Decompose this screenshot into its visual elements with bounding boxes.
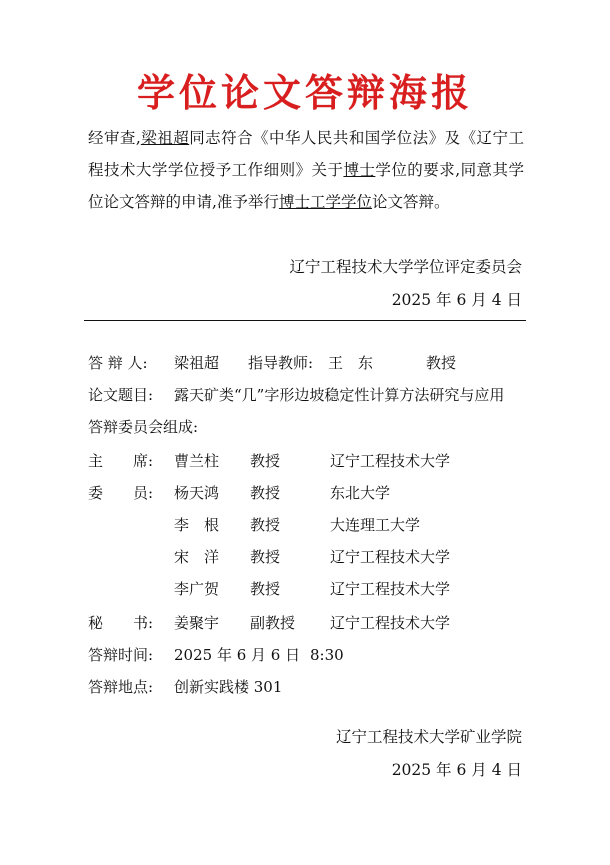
member-title: 教授: [250, 452, 281, 470]
committee-header: 答辩委员会组成:: [88, 418, 199, 436]
member-org: 辽宁工程技术大学: [330, 614, 451, 632]
issue-date-top: 2025 年 6 月 4 日: [391, 291, 522, 309]
member-title: 教授: [250, 484, 281, 502]
member-org: 东北大学: [330, 484, 391, 502]
member-org: 辽宁工程技术大学: [330, 452, 451, 470]
degree-underlined: 博士: [343, 161, 376, 179]
candidate-label: 答 辩 人:: [88, 354, 148, 372]
member-name: 姜聚宇: [174, 614, 220, 632]
member-name: 宋 洋: [174, 548, 220, 566]
defense-place-label: 答辩地点:: [88, 678, 154, 696]
advisor-title: 教授: [426, 354, 457, 372]
school-signature: 辽宁工程技术大学矿业学院: [335, 728, 522, 746]
member-name: 李 根: [174, 516, 220, 534]
degree-full-underlined: 博士工学学位: [278, 193, 372, 211]
defense-clock-time: 8:30: [310, 646, 344, 664]
member-title: 教授: [250, 516, 281, 534]
candidate-name-underlined: 梁祖超: [140, 129, 190, 147]
member-org: 大连理工大学: [330, 516, 421, 534]
advisor-label: 指导教师:: [248, 354, 314, 372]
candidate-name: 梁祖超: [174, 354, 220, 372]
intro-text-3: 学位的要求,同意其学位论文答辩的申请,准予举行: [88, 161, 524, 211]
issue-date-bottom: 2025 年 6 月 4 日: [391, 761, 522, 779]
defense-place: 创新实践楼 301: [174, 678, 283, 696]
divider-line: [84, 320, 526, 321]
member-role: 主 席:: [88, 452, 154, 470]
thesis-label: 论文题目:: [88, 386, 154, 404]
committee-signature: 辽宁工程技术大学学位评定委员会: [289, 258, 522, 276]
member-name: 杨天鸿: [174, 484, 220, 502]
member-name: 曹兰柱: [174, 452, 220, 470]
thesis-title: 露天矿类“几”字形边坡稳定性计算方法研究与应用: [174, 386, 505, 404]
member-title: 教授: [250, 548, 281, 566]
intro-text-4: 论文答辩。: [371, 193, 450, 211]
defense-time-label: 答辩时间:: [88, 646, 154, 664]
advisor-name: 王 东: [328, 354, 374, 372]
poster-title: 学位论文答辩海报: [136, 70, 473, 115]
member-name: 李广贺: [174, 580, 220, 598]
intro-paragraph: [88, 122, 524, 218]
intro-text-1: 经审查,: [88, 129, 141, 147]
member-role: 委 员:: [88, 484, 154, 502]
member-org: 辽宁工程技术大学: [330, 580, 451, 598]
member-org: 辽宁工程技术大学: [330, 548, 451, 566]
member-title: 副教授: [250, 614, 296, 632]
member-role: 秘 书:: [88, 614, 154, 632]
member-title: 教授: [250, 580, 281, 598]
defense-date: 2025 年 6 月 6 日: [174, 646, 301, 664]
intro-text-2: 同志符合《中华人民共和国学位法》及《辽宁工程技术大学学位授予工作细则》关于: [88, 129, 524, 179]
